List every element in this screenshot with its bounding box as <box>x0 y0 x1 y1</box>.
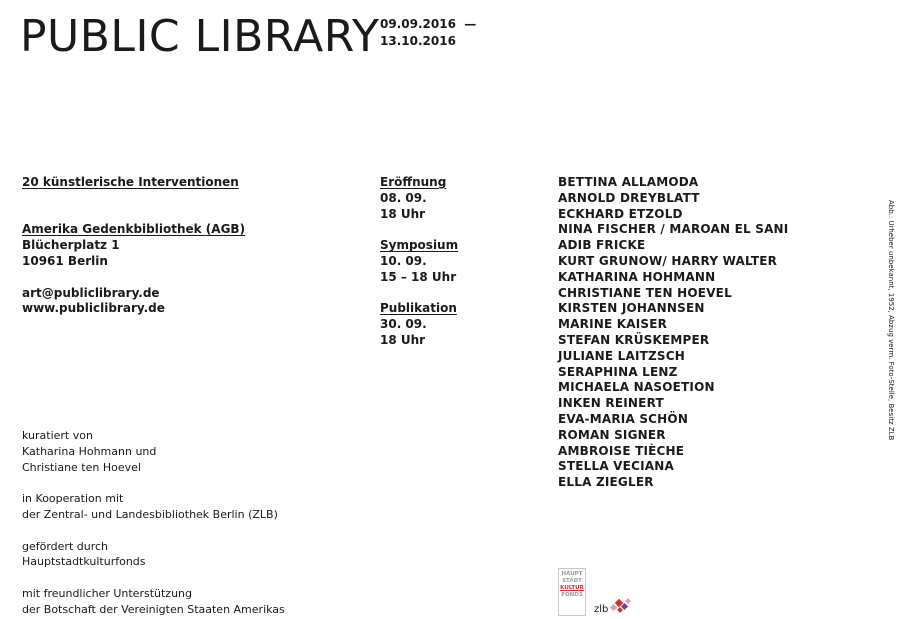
cooperation-partner: der Zentral- und Landesbibliothek Berlin (ZLB) <box>22 507 278 521</box>
tagline: 20 künstlerische Interventionen <box>22 175 239 189</box>
artist-name: NINA FISCHER / MAROAN EL SANI <box>558 222 789 237</box>
event-label-publication: Publikation <box>380 301 457 316</box>
venue-city: 10961 Berlin <box>22 253 108 268</box>
artist-name: BETTINA ALLAMODA <box>558 175 699 189</box>
curated-label: kuratiert von <box>22 429 93 442</box>
supporter: der Botschaft der Vereinigten Staaten Amerikas <box>22 602 285 616</box>
artist-name: ECKHARD ETZOLD <box>558 206 683 221</box>
contact-email[interactable]: art@publiclibrary.de <box>22 285 160 300</box>
artist-name: ADIB FRICKE <box>558 238 646 253</box>
artist-name: KATHARINA HOHMANN <box>558 269 716 284</box>
event-date-publication: 30. 09. <box>380 317 427 332</box>
artist-name: STELLA VECIANA <box>558 459 674 474</box>
artist-name: MARINE KAISER <box>558 317 668 332</box>
support-label: mit freundlicher Unterstützung <box>22 586 193 600</box>
zlb-logo-mark <box>594 598 634 618</box>
artist-list <box>558 175 788 491</box>
event-label-symposium: Symposium <box>380 238 459 253</box>
event-label-opening: Eröffnung <box>380 175 447 189</box>
date-range <box>380 16 476 50</box>
events-list <box>380 175 458 349</box>
curators-line-2: Christiane ten Hoevel <box>22 460 141 474</box>
curators-line-1: Katharina Hohmann und <box>22 444 157 458</box>
event-date-symposium: 10. 09. <box>380 253 427 268</box>
logo-hkf-line: HAUPT <box>561 571 583 577</box>
artist-name: ARNOLD DREYBLATT <box>558 190 700 205</box>
artist-name: CHRISTIANE TEN HOEVEL <box>558 285 732 300</box>
date-end: 13.10.2016 <box>380 34 456 48</box>
image-credit: Abb.: Urheber unbekannt, 1952, Abzug verm. Foto-Stelle, Besitz ZLB <box>887 200 895 441</box>
artist-name: INKEN REINERT <box>558 396 664 411</box>
venue-name: Amerika Gedenkbibliothek (AGB) <box>22 222 246 237</box>
page-title: PUBLIC LIBRARY <box>20 11 380 62</box>
date-start: 09.09.2016 — <box>380 17 477 31</box>
artist-name: SERAPHINA LENZ <box>558 364 678 379</box>
venue-info <box>22 175 245 317</box>
event-time-publication: 18 Uhr <box>380 332 426 347</box>
venue-street: Blücherplatz 1 <box>22 238 120 253</box>
logo-hkf-line: KULTUR <box>560 585 584 591</box>
artist-name: ROMAN SIGNER <box>558 427 666 442</box>
artist-name: EVA-MARIA SCHÖN <box>558 411 689 426</box>
logo-hkf-line: STADT <box>562 578 582 584</box>
artist-name: JULIANE LAITZSCH <box>558 348 686 363</box>
artist-name: KIRSTEN JOHANNSEN <box>558 301 705 316</box>
artist-name: MICHAELA NASOETION <box>558 380 715 395</box>
funded-label: gefördert durch <box>22 539 109 553</box>
zlb-logo-text: zlb <box>594 604 609 615</box>
artist-name: KURT GRUNOW/ HARRY WALTER <box>558 253 778 268</box>
artist-name: AMBROISE TIÈCHE <box>558 443 685 458</box>
artist-name: STEFAN KRÜSKEMPER <box>558 332 710 347</box>
zlb-logo <box>594 598 634 618</box>
hauptstadtkulturfonds-logo <box>558 568 586 616</box>
artist-name: ELLA ZIEGLER <box>558 475 654 490</box>
event-time-opening: 18 Uhr <box>380 206 426 221</box>
credits-block <box>22 428 285 618</box>
logo-hkf-line: FONDS <box>561 592 583 598</box>
event-time-symposium: 15 – 18 Uhr <box>380 269 457 284</box>
funder: Hauptstadtkulturfonds <box>22 555 146 569</box>
cooperation-label: in Kooperation mit <box>22 492 124 506</box>
event-date-opening: 08. 09. <box>380 190 427 205</box>
contact-website[interactable]: www.publiclibrary.de <box>22 301 165 316</box>
